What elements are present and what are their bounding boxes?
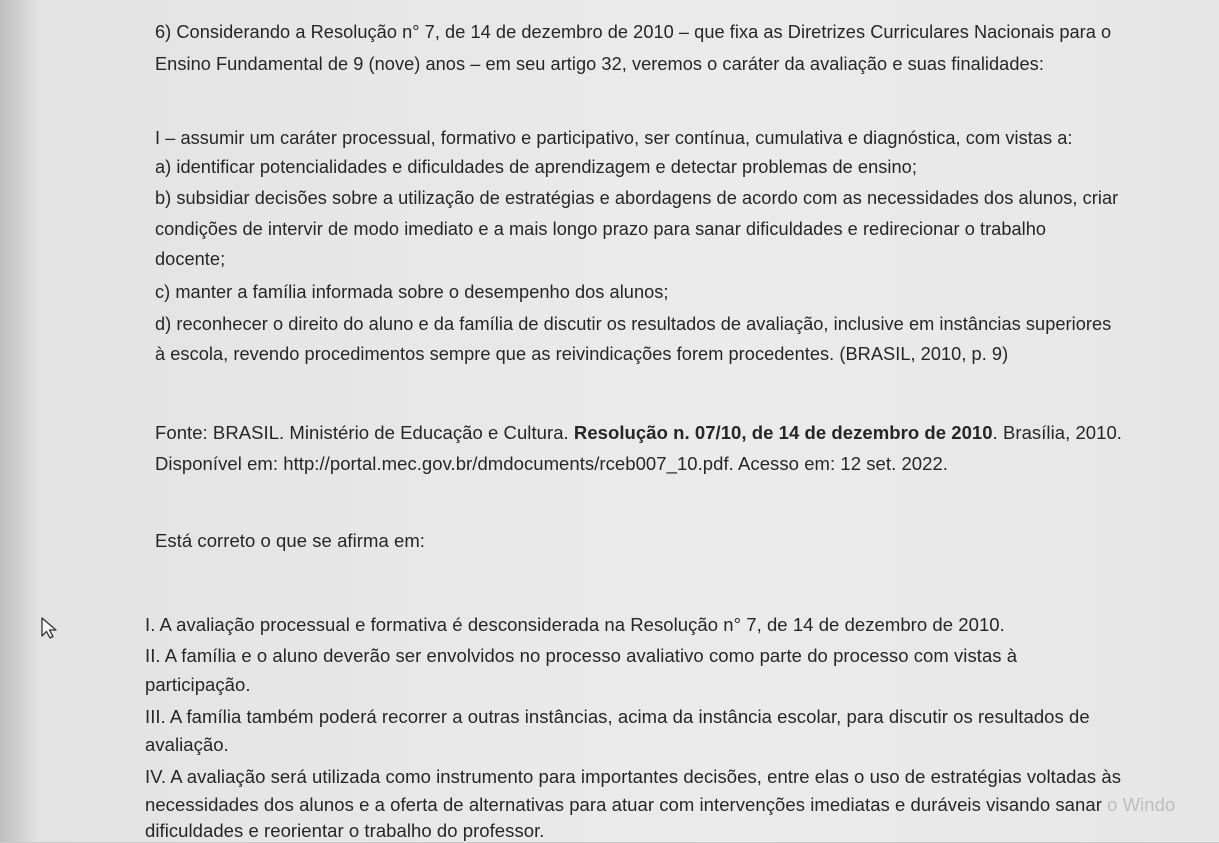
item-b-line-3: docente; — [155, 249, 226, 269]
source-suffix: . Brasília, 2010. — [992, 422, 1123, 443]
mouse-pointer-icon — [40, 616, 62, 640]
item-b-line-1: b) subsidiar decisões sobre a utilização de estratégias e abordagens de acordo com as necessidades dos alunos, criar — [155, 188, 1119, 208]
statement-iii-line-2: avaliação. — [145, 734, 229, 755]
statement-ii-line-1: II. A família e o aluno deverão ser envolvidos no processo avaliativo como parte do processo com vistas à — [145, 645, 1018, 666]
intro-line-2: Ensino Fundamental de 9 (nove) anos – em seu artigo 32, veremos o caráter da avaliação e suas finalidades: — [155, 54, 1044, 74]
statement-iii-line-1: III. A família também poderá recorrer a outras instâncias, acima da instância escolar, para discutir os resultados de — [145, 706, 1090, 727]
statement-i: I. A avaliação processual e formativa é desconsiderada na Resolução n° 7, de 14 de dezembro de 2010. — [145, 614, 1005, 635]
item-a: a) identificar potencialidades e dificuldades de aprendizagem e detectar problemas de ensino; — [155, 157, 917, 177]
statement-ii-line-2: participação. — [145, 674, 251, 695]
source-title: Resolução n. 07/10, de 14 de dezembro de 2010 — [573, 422, 993, 443]
item-b-line-2: condições de intervir de modo imediato e a mais longo prazo para sanar dificuldades e redirecionar o trabalho — [155, 219, 1047, 239]
question-prompt: Está correto o que se afirma em: — [155, 530, 425, 551]
source-prefix: Fonte: BRASIL. Ministério de Educação e Cultura. — [155, 422, 574, 443]
statement-iv-line-2 — [145, 793, 1175, 817]
item-d-line-2: à escola, revendo procedimentos sempre que as reivindicações forem procedentes. (BRASIL, 2010, p. 9) — [155, 344, 1009, 364]
source-line-1 — [155, 421, 1122, 445]
item-i: I – assumir um caráter processual, formativo e participativo, ser contínua, cumulativa e diagnóstica, com vistas a: — [155, 128, 1073, 148]
item-c: c) manter a família informada sobre o desempenho dos alunos; — [155, 282, 669, 302]
statement-iv-line-2-text: necessidades dos alunos e a oferta de alternativas para atuar com intervenções imediatas e duráveis visando sanar — [145, 794, 1102, 815]
source-line-2: Disponível em: http://portal.mec.gov.br/dmdocuments/rceb007_10.pdf. Acesso em: 12 set. 2022. — [155, 453, 948, 474]
statement-iv-line-1: IV. A avaliação será utilizada como instrumento para importantes decisões, entre elas o uso de estratégias voltadas às — [145, 766, 1121, 787]
statement-iv-line-3: dificuldades e reorientar o trabalho do professor. — [145, 820, 545, 841]
windows-activation-watermark: o Windo — [1107, 794, 1176, 815]
item-d-line-1: d) reconhecer o direito do aluno e da família de discutir os resultados de avaliação, inclusive em instâncias superiores — [155, 314, 1112, 334]
intro-line-1: 6) Considerando a Resolução n° 7, de 14 de dezembro de 2010 – que fixa as Diretrizes Curriculares Nacionais para o — [155, 22, 1112, 42]
